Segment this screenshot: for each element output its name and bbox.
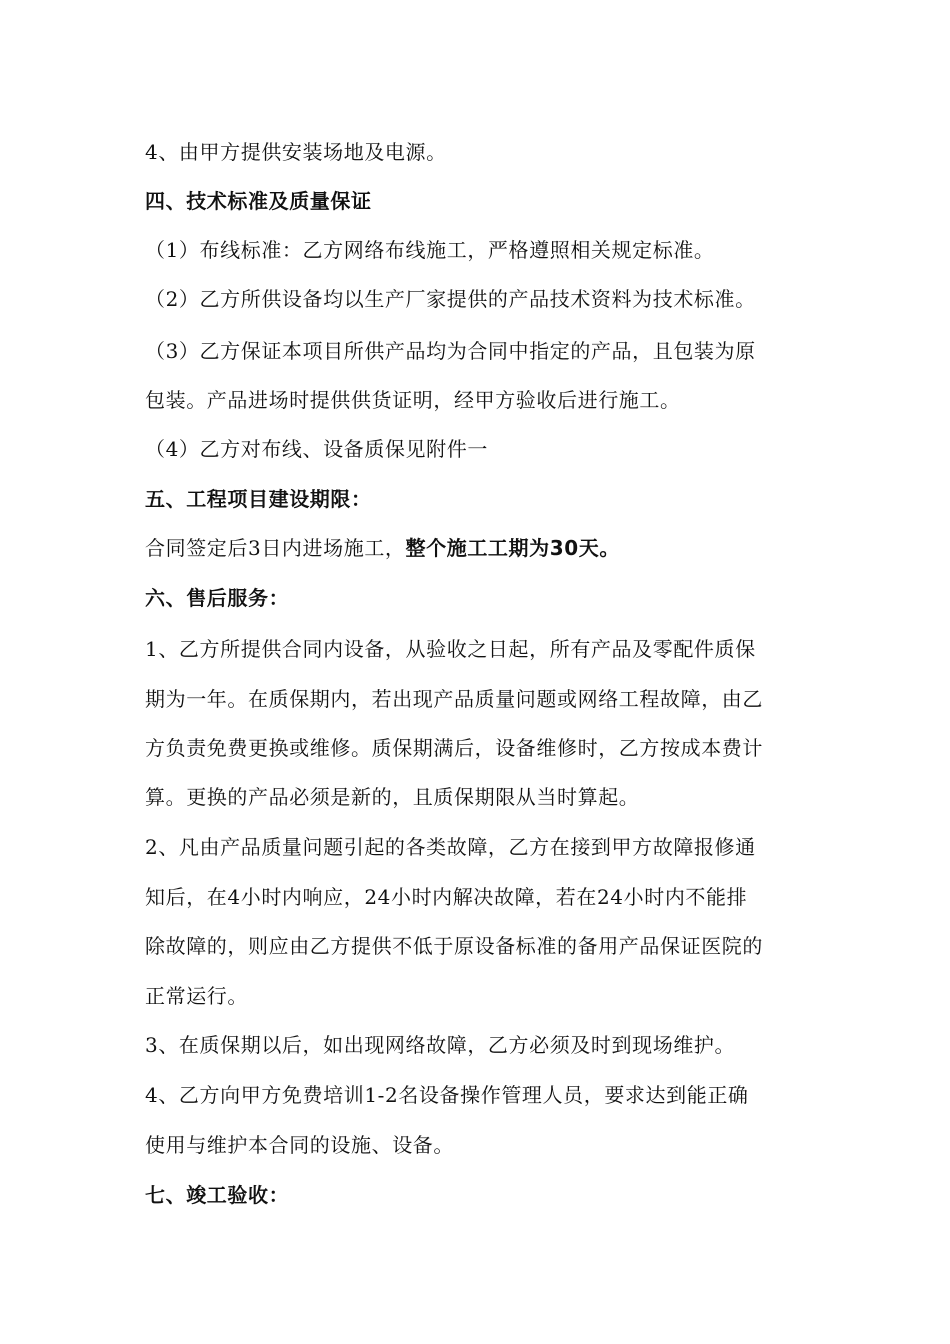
item-4-site-power: 4、由甲方提供安装场地及电源。 <box>145 140 447 164</box>
standard-2-equipment: （2）乙方所供设备均以生产厂家提供的产品技术资料为技术标准。 <box>145 287 756 311</box>
standard-1-cabling: （1）布线标准：乙方网络布线施工，严格遵照相关规定标准。 <box>145 238 715 262</box>
service-4-line-2: 使用与维护本合同的设施、设备。 <box>145 1133 454 1157</box>
section-6-heading: 六、售后服务： <box>145 586 290 610</box>
service-1-line-2: 期为一年。在质保期内，若出现产品质量问题或网络工程故障，由乙 <box>145 687 763 711</box>
service-2-line-3: 除故障的，则应由乙方提供不低于原设备标准的备用产品保证医院的 <box>145 934 763 958</box>
standard-4-warranty: （4）乙方对布线、设备质保见附件一 <box>145 437 488 461</box>
service-1-line-3: 方负责免费更换或维修。质保期满后，设备维修时，乙方按成本费计 <box>145 736 763 760</box>
service-2-line-1: 2、凡由产品质量问题引起的各类故障，乙方在接到甲方故障报修通 <box>145 835 756 859</box>
section-7-heading: 七、竣工验收： <box>145 1183 290 1207</box>
standard-3-line-1: （3）乙方保证本项目所供产品均为合同中指定的产品，且包装为原 <box>145 339 756 363</box>
service-1-line-4: 算。更换的产品必须是新的，且质保期限从当时算起。 <box>145 785 640 809</box>
service-4-line-1: 4、乙方向甲方免费培训1-2名设备操作管理人员，要求达到能正确 <box>145 1083 749 1107</box>
service-3-line-1: 3、在质保期以后，如出现网络故障，乙方必须及时到现场维护。 <box>145 1033 736 1057</box>
service-1-line-1: 1、乙方所提供合同内设备，从验收之日起，所有产品及零配件质保 <box>145 637 756 661</box>
service-2-line-2: 知后，在4小时内响应，24小时内解决故障，若在24小时内不能排 <box>145 885 748 909</box>
construction-duration-text: 整个施工工期为30天。 <box>405 536 620 560</box>
standard-3-line-2: 包装。产品进场时提供供货证明，经甲方验收后进行施工。 <box>145 388 681 412</box>
section-4-heading: 四、技术标准及质量保证 <box>145 189 372 213</box>
section-5-heading: 五、工程项目建设期限： <box>145 487 372 511</box>
construction-period-line <box>145 535 835 561</box>
construction-start-text: 合同签定后3日内进场施工， <box>145 536 406 560</box>
service-2-line-4: 正常运行。 <box>145 984 248 1008</box>
